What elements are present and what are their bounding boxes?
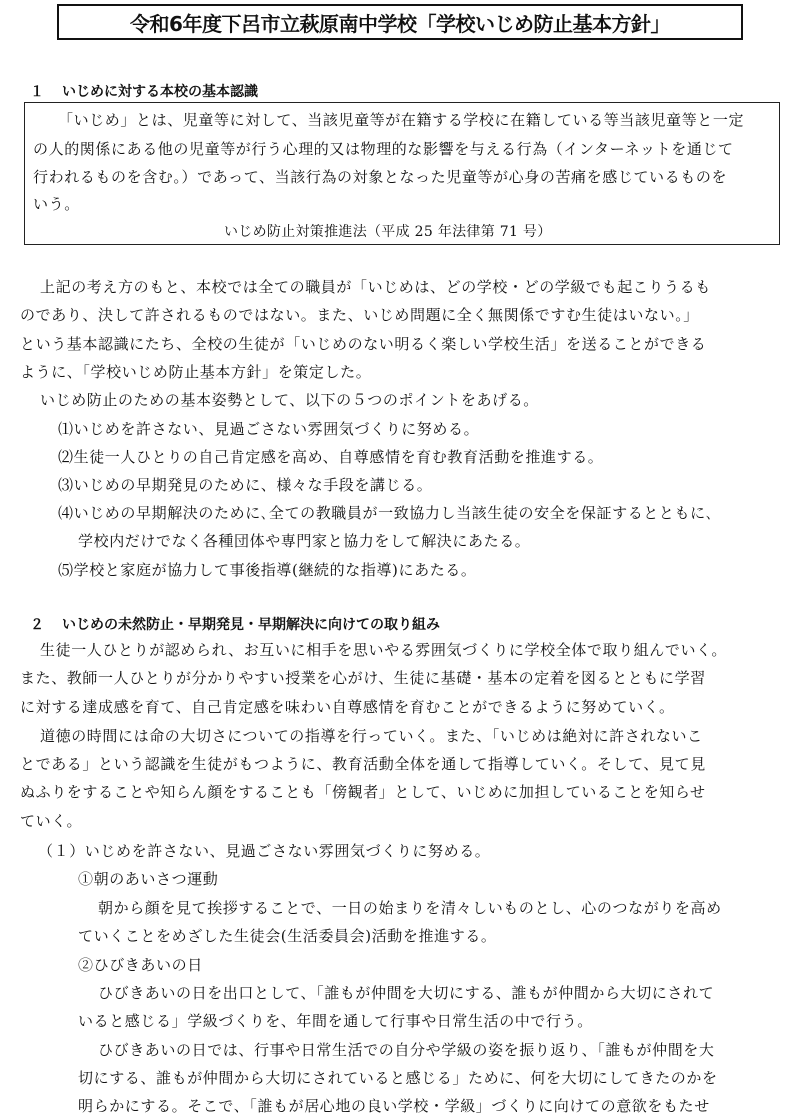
point-item-continuation: 学校内だけでなく各種団体や専門家と協力をして解決にあたる。 <box>78 532 531 550</box>
item-line: ていくことをめざした生徒会(生活委員会)活動を推進する。 <box>78 927 497 945</box>
section-2-heading <box>30 614 440 634</box>
section-2-title: いじめの未然防止・早期発見・早期解決に向けての取り組み <box>62 617 440 633</box>
section-1-number: １ <box>30 84 44 100</box>
body-line: ように、「学校いじめ防止基本方針」を策定した。 <box>20 363 372 381</box>
body-line: また、教師一人ひとりが分かりやすい授業を心がけ、生徒に基礎・基本の定着を図るとともに学習 <box>20 669 706 687</box>
section-1-title: いじめに対する本校の基本認識 <box>62 84 258 100</box>
point-item: ⑶いじめの早期発見のために、様々な手段を講じる。 <box>58 476 433 494</box>
definition-line: 行われるものを含む。）であって、当該行為の対象となった児童等が心身の苦痛を感じているものを <box>33 168 728 186</box>
item-line: 朝から顔を見て挨拶することで、一日の始まりを清々しいものとし、心のつながりを高め <box>98 899 722 917</box>
point-item: ⑷いじめの早期解決のために､全ての教職員が一致協力し当該生徒の安全を保証するとともに､ <box>58 504 714 522</box>
section-1-heading <box>30 81 258 101</box>
subsection-heading: （１）いじめを許さない、見過ごさない雰囲気づくりに努める。 <box>38 842 491 860</box>
item-title: ②ひびきあいの日 <box>78 956 203 974</box>
section-2-number: ２ <box>30 617 44 633</box>
body-line: とである」という認識を生徒がもつように、教育活動全体を通して指導していく。そして、見て見 <box>20 755 706 773</box>
body-line: という基本認識にたち、全校の生徒が「いじめのない明るく楽しい学校生活」を送ることができる <box>20 335 707 353</box>
item-title: ①朝のあいさつ運動 <box>78 870 219 888</box>
body-line: に対する達成感を育て、自己肯定感を味わい自尊感情を育むことができるように努めていく。 <box>20 698 675 716</box>
definition-line: 「いじめ」とは、児童等に対して、当該児童等が在籍する学校に在籍している等当該児童等と一定 <box>58 111 745 129</box>
item-line: 明らかにする。そこで、「誰もが居心地の良い学校・学級」づくりに向けての意欲をもたせ <box>78 1097 710 1115</box>
body-line: 生徒一人ひとりが認められ、お互いに相手を思いやる雰囲気づくりに学校全体で取り組んでいく。 <box>40 641 728 659</box>
body-line: 道徳の時間には命の大切さについての指導を行っていく。また、「いじめは絶対に許されないこ <box>40 727 703 745</box>
item-line: いると感じる」学級づくりを、年間を通して行事や日常生活の中で行う。 <box>78 1012 593 1030</box>
item-line: 切にする、誰もが仲間から大切にされていると感じる」ために、何を大切にしてきたのかを <box>78 1069 718 1087</box>
item-line: ひびきあいの日では、行事や日常生活での自分や学級の姿を振り返り、「誰もが仲間を大 <box>98 1041 715 1059</box>
definition-line: いう。 <box>33 195 80 213</box>
body-line: ていく。 <box>20 812 83 830</box>
body-line: 上記の考え方のもと、本校では全ての職員が「いじめは、どの学校・どの学級でも起こりうるも <box>40 278 711 296</box>
point-item: ⑸学校と家庭が協力して事後指導(継続的な指導)にあたる。 <box>58 561 477 579</box>
document-title: 令和6年度下呂市立萩原南中学校「学校いじめ防止基本方針」 <box>57 4 743 40</box>
definition-line: の人的関係にある他の児童等が行う心理的又は物理的な影響を与える行為（インターネットを通じて <box>33 140 734 158</box>
body-line: ぬふりをすることや知らん顔をすることも「傍観者」として、いじめに加担していることを知らせ <box>20 783 706 801</box>
point-item: ⑵生徒一人ひとりの自己肯定感を高め、自尊感情を育む教育活動を推進する。 <box>58 448 604 466</box>
body-line: いじめ防止のための基本姿勢として、以下の５つのポイントをあげる。 <box>40 391 539 409</box>
item-line: ひびきあいの日を出口として、「誰もが仲間を大切にする、誰もが仲間から大切にされて <box>98 984 715 1002</box>
point-item: ⑴いじめを許さない、見過ごさない雰囲気づくりに努める。 <box>58 420 480 438</box>
definition-source: いじめ防止対策推進法（平成 25 年法律第 71 号） <box>224 224 552 240</box>
body-line: のであり、決して許されるものではない。また、いじめ問題に全く無関係ですむ生徒はいない。」 <box>20 306 699 324</box>
